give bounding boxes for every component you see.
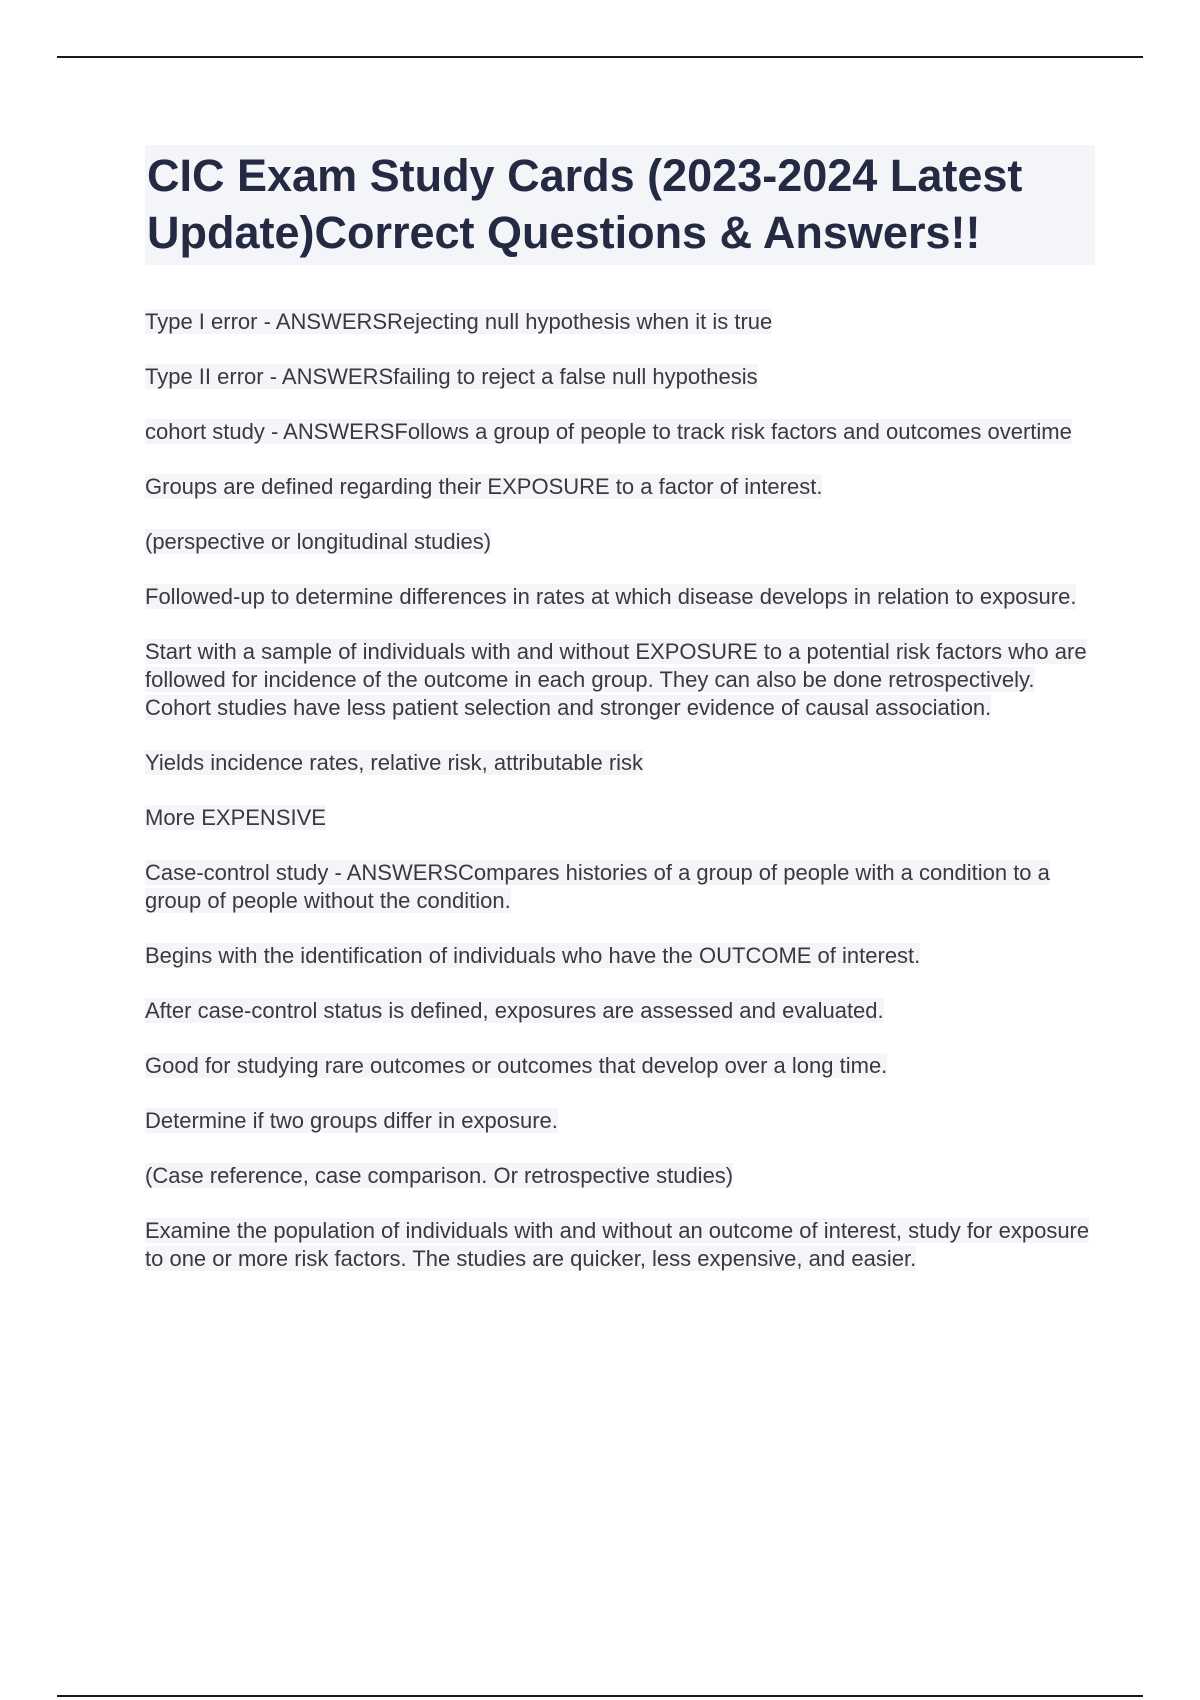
paragraph-case-control-types: (Case reference, case comparison. Or retrospective studies): [145, 1163, 734, 1188]
paragraph-type-i-error: Type I error - ANSWERSRejecting null hypothesis when it is true: [145, 309, 773, 334]
paragraph-cohort-types: (perspective or longitudinal studies): [145, 529, 492, 554]
document-body: [145, 308, 1095, 1300]
paragraph-case-control-study: Case-control study - ANSWERSCompares histories of a group of people with a condition to a group of people without the condition.: [145, 860, 1050, 913]
paragraph-cohort-yields: Yields incidence rates, relative risk, attributable risk: [145, 750, 644, 775]
footer-rule: [57, 1695, 1143, 1697]
paragraph-case-control-rare: Good for studying rare outcomes or outcomes that develop over a long time.: [145, 1053, 888, 1078]
paragraph-cohort-groups: Groups are defined regarding their EXPOSURE to a factor of interest.: [145, 474, 823, 499]
paragraph-case-control-status: After case-control status is defined, exposures are assessed and evaluated.: [145, 998, 884, 1023]
paragraph-cohort-sample: Start with a sample of individuals with and without EXPOSURE to a potential risk factors who are followed for incidence of the outcome in each group. They can also be done retrospectively. Cohort studies have less patient selection and stronger evidence of causal association.: [145, 639, 1087, 720]
paragraph-case-control-begins: Begins with the identification of individuals who have the OUTCOME of interest.: [145, 943, 921, 968]
paragraph-cohort-study: cohort study - ANSWERSFollows a group of people to track risk factors and outcomes overtime: [145, 419, 1072, 444]
header-rule: [57, 56, 1143, 58]
document-title: CIC Exam Study Cards (2023-2024 Latest Update)Correct Questions & Answers!!: [145, 145, 1095, 265]
paragraph-cohort-cost: More EXPENSIVE: [145, 805, 326, 830]
paragraph-type-ii-error: Type II error - ANSWERSfailing to reject a false null hypothesis: [145, 364, 758, 389]
paragraph-case-control-examine: Examine the population of individuals with and without an outcome of interest, study for exposure to one or more risk factors. The studies are quicker, less expensive, and easier.: [145, 1218, 1090, 1271]
paragraph-case-control-determine: Determine if two groups differ in exposure.: [145, 1108, 558, 1133]
paragraph-cohort-followup: Followed-up to determine differences in rates at which disease develops in relation to exposure.: [145, 584, 1077, 609]
